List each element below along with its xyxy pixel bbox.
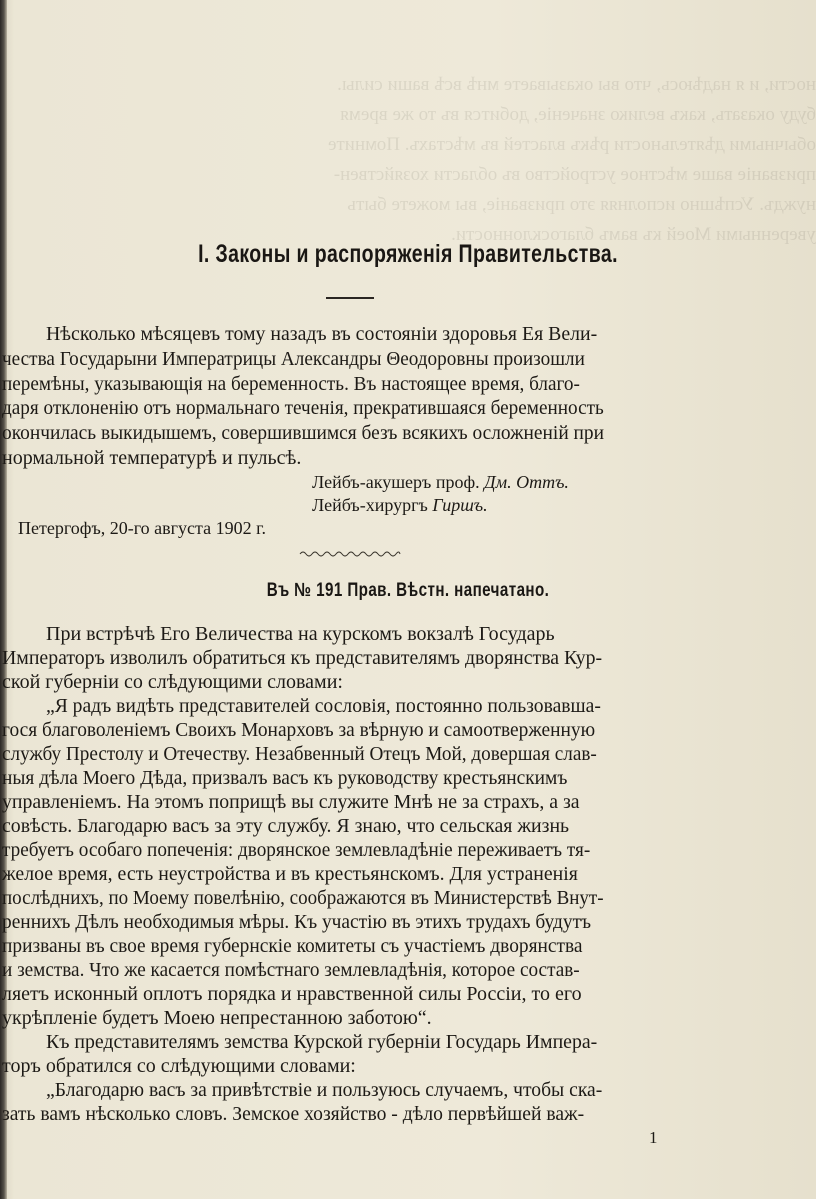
signature-obstetrician [312, 470, 569, 495]
heading-divider-rule [326, 297, 374, 299]
text-line: требуетъ особаго попеченія: дворянское землевладѣніе переживаетъ тя- [2, 839, 591, 861]
signature-name: Дм. Оттъ. [484, 472, 569, 492]
text-line: службу Престолу и Отечеству. Незабвенный Отецъ Мой, довершая слав- [2, 743, 597, 765]
paragraph-line: чества Государыни Императрицы Александры Θеодоровны произошли [2, 348, 585, 370]
signature-name: Гиршъ. [432, 495, 488, 515]
paragraph-line: окончилась выкидышемъ, совершившимся безъ всякихъ осложненій при [2, 422, 605, 444]
section-heading-laws: I. Законы и распоряженія Правительства. [198, 240, 618, 268]
paragraph-line: даря отклоненію отъ нормальнаго теченія, прекратившаяся беременность [2, 397, 604, 419]
text-line: управленіемъ. На этомъ поприщѣ вы служите Мнѣ не за страхъ, а за [2, 791, 580, 813]
signature-surgeon [312, 493, 488, 518]
signature-title: Лейбъ-хирургъ [312, 495, 428, 515]
text-line: зать вамъ нѣсколько словъ. Земское хозяйство - дѣло первѣйшей важ- [2, 1103, 585, 1125]
text-line: гося благоволеніемъ Своихъ Монарховъ за вѣрную и самоотверженную [2, 719, 596, 741]
text-line: реннихъ Дѣлъ необходимыя мѣры. Къ участію въ этихъ трудахъ будутъ [2, 911, 592, 933]
text-line: послѣднихъ, по Моему повелѣнію, соображаются въ Министерствѣ Внут- [2, 887, 604, 909]
text-line: При встрѣчѣ Его Величества на курскомъ вокзалѣ Государь [46, 623, 555, 645]
signature-title: Лейбъ-акушеръ проф. [312, 472, 480, 492]
text-line: „Благодарю васъ за привѣтствіе и пользуюсь случаемъ, чтобы ска- [46, 1079, 603, 1101]
ornamental-wave-divider [300, 550, 400, 558]
text-line: Къ представителямъ земства Курской губерніи Государь Импера- [46, 1031, 598, 1053]
text-line: и земства. Что же касается помѣстнаго землевладѣнія, которое состав- [2, 959, 580, 981]
text-line: Императоръ изволилъ обратиться къ представителямъ дворянства Кур- [2, 647, 603, 669]
text-line: ныя дѣла Моего Дѣда, призвалъ васъ къ руководству крестьянскимъ [2, 767, 568, 789]
text-line: призваны въ свое время губернскіе комитеты съ участіемъ дворянства [2, 935, 583, 957]
paragraph-line: нормальной температурѣ и пульсѣ. [2, 447, 302, 469]
page-number: 1 [649, 1128, 658, 1147]
text-line: совѣсть. Благодарю васъ за эту службу. Я знаю, что сельская жизнь [2, 815, 570, 837]
paragraph-line: Нѣсколько мѣсяцевъ тому назадъ въ состояніи здоровья Ея Вели- [46, 323, 598, 345]
show-through-text: ности, и я надѣюсь, что вы оказываете мнѣ всѣ ваши силы. буду оказать, какъ велико значеніе, добится въ то же время обычными дѣятельности рѣкъ властей въ мѣстахъ. Помните призваніе ваше мѣстное устройство въ области хозяйствен- нуждъ. Успѣшно исполняя это призваніе, вы можете быть уверенными Моей къ вамъ благосклонности. [328, 74, 816, 245]
text-line: „Я радъ видѣть представителей сословія, постоянно пользовавша- [46, 695, 601, 717]
text-line: ской губерніи со слѣдующими словами: [2, 671, 343, 693]
text-line: ляетъ исконный оплотъ порядка и нравственной силы Россіи, то его [2, 983, 582, 1005]
place-and-date: Петергофъ, 20-го августа 1902 г. [18, 518, 266, 538]
text-line: укрѣпленіе будетъ Моею непрестанною заботою“. [2, 1007, 432, 1029]
paragraph-line: перемѣны, указывающія на беременность. Въ настоящее время, благо- [2, 373, 580, 395]
section-heading-gazette: Въ № 191 Прав. Вѣстн. напечатано. [266, 580, 550, 601]
text-line: торъ обратился со слѣдующими словами: [2, 1055, 356, 1077]
text-line: желое время, есть неустройства и въ крестьянскомъ. Для устраненія [2, 863, 578, 885]
